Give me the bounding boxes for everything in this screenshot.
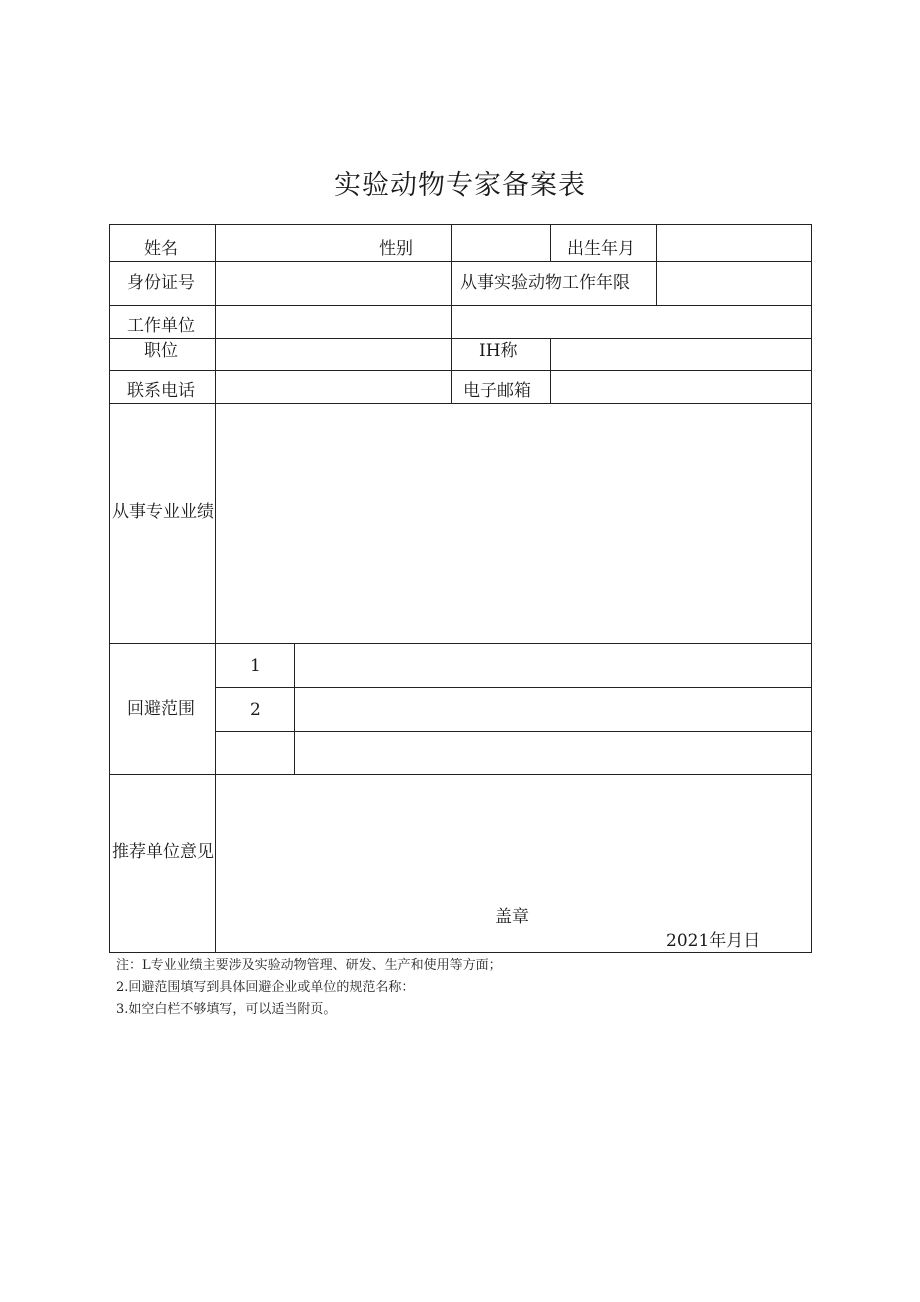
gender-field[interactable] (452, 226, 549, 260)
avoid-row-field[interactable] (295, 688, 811, 730)
avoid-row-field[interactable] (295, 644, 811, 686)
work-years-field[interactable] (657, 262, 811, 304)
employer-field[interactable] (216, 306, 811, 337)
seal-label: 盖章 (495, 907, 529, 927)
employer-label: 工作单位 (127, 316, 195, 336)
footnotes (116, 955, 502, 1021)
footnote-line: 2.回避范围填写到具体回避企业或单位的规范名称： (116, 980, 415, 995)
avoid-scope-label: 回避范围 (127, 699, 195, 719)
email-field[interactable] (551, 371, 811, 402)
avoid-row-number: 1 (250, 656, 261, 676)
id-number-label: 身份证号 (127, 273, 195, 293)
phone-field[interactable] (216, 371, 450, 402)
name-label: 姓名 (144, 239, 178, 259)
email-label: 电子邮箱 (463, 381, 531, 401)
footnote-line: 3.如空白栏不够填写，可以适当附页。 (116, 1002, 337, 1017)
gender-label: 性别 (379, 239, 413, 259)
work-years-label: 从事实验动物工作年限 (460, 273, 630, 293)
avoid-row-field[interactable] (295, 732, 811, 773)
position-field[interactable] (216, 339, 450, 369)
page-title: 实验动物专家备案表 (334, 170, 586, 201)
professional-title-label: IH称 (479, 341, 518, 361)
phone-label: 联系电话 (127, 381, 195, 401)
avoid-row-number: 2 (250, 700, 261, 720)
birth-field[interactable] (657, 226, 811, 260)
registration-form (109, 224, 812, 953)
recommendation-label: 推荐单位意见 (112, 842, 214, 862)
id-number-field[interactable] (216, 262, 450, 304)
position-label: 职位 (144, 341, 178, 361)
name-field[interactable] (216, 226, 376, 260)
recommendation-field[interactable] (216, 775, 811, 895)
column-divider (550, 225, 551, 261)
professional-title-field[interactable] (551, 339, 811, 369)
achievements-label: 从事专业业绩 (112, 502, 214, 522)
birth-label: 出生年月 (567, 239, 635, 259)
achievements-field[interactable] (216, 404, 811, 642)
date-label: 2021年月日 (666, 931, 761, 951)
footnote-line: 注：L专业业绩主要涉及实验动物管理、研发、生产和使用等方面； (116, 958, 502, 973)
